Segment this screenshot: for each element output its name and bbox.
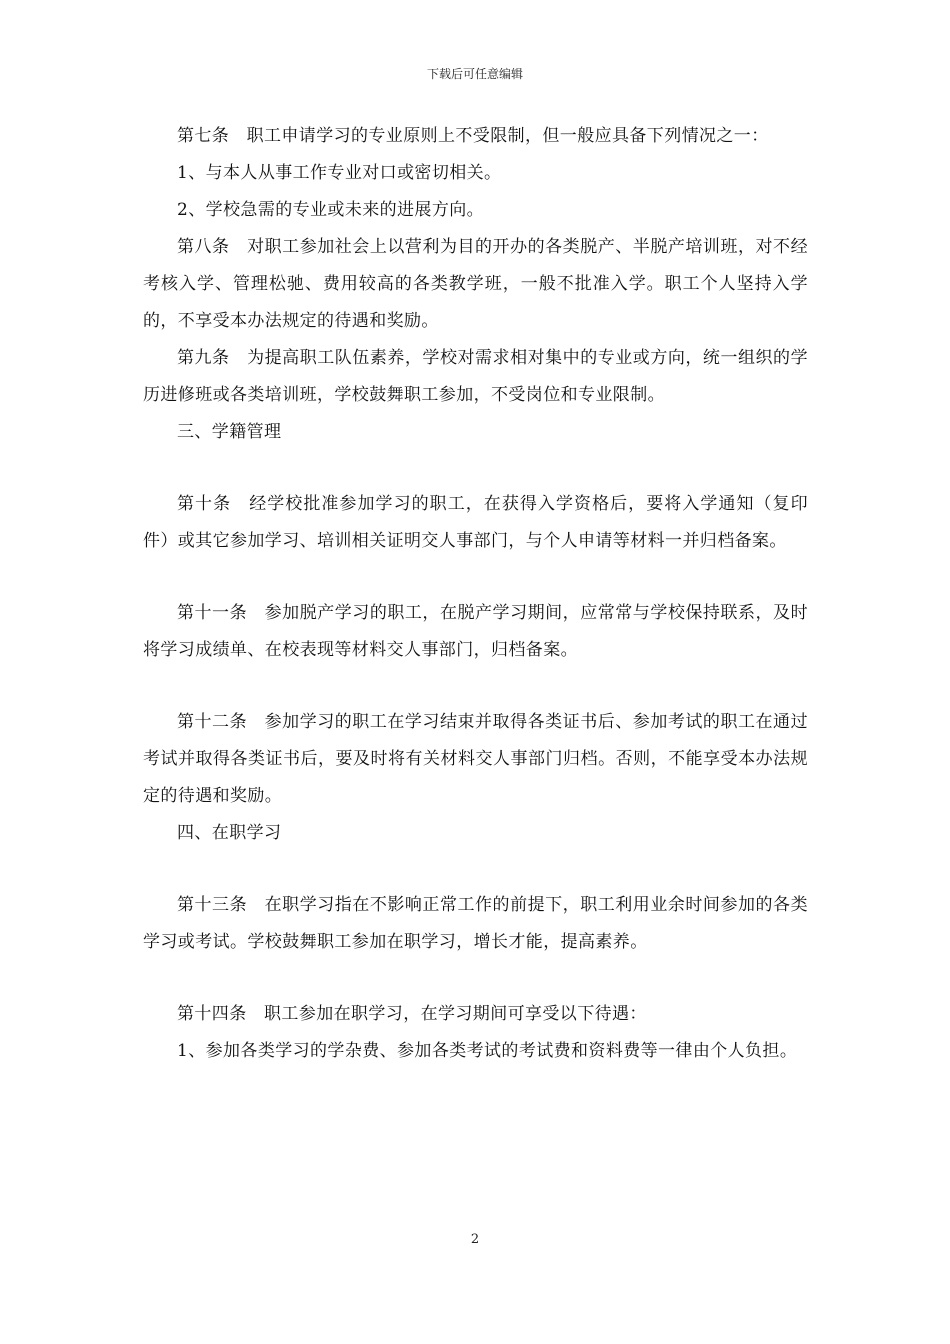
paragraph-gap	[143, 560, 808, 595]
paragraph-gap	[143, 852, 808, 887]
document-body	[143, 118, 808, 1070]
page-header: 下载后可任意编辑	[426, 67, 523, 81]
article-14: 第十四条 职工参加在职学习，在学习期间可享受以下待遇：	[177, 1004, 647, 1024]
article-7: 第七条 职工申请学习的专业原则上不受限制，但一般应具备下列情况之一：	[177, 126, 769, 146]
article-11: 第十一条 参加脱产学习的职工，在脱产学习期间，应常常与学校保持联系，及时将学习成绩单、在校表现等材料交人事部门，归档备案。	[143, 603, 808, 660]
article-7-item-2: 2、学校急需的专业或未来的进展方向。	[177, 200, 485, 220]
page-number: 2	[470, 1232, 480, 1247]
article-13: 第十三条 在职学习指在不影响正常工作的前提下，职工利用业余时间参加的各类学习或考试。学校鼓舞职工参加在职学习，增长才能，提高素养。	[143, 895, 808, 952]
article-8: 第八条 对职工参加社会上以营利为目的开办的各类脱产、半脱产培训班，对不经考核入学、管理松驰、费用较高的各类教学班，一般不批准入学。职工个人坚持入学的，不享受本办法规定的待遇和奖励。	[143, 237, 808, 331]
section-heading-4: 四、在职学习	[177, 823, 282, 843]
paragraph-gap	[143, 451, 808, 486]
paragraph-gap	[143, 669, 808, 704]
article-10: 第十条 经学校批准参加学习的职工，在获得入学资格后，要将入学通知（复印件）或其它参加学习、培训相关证明交人事部门，与个人申请等材料一并归档备案。	[143, 494, 808, 551]
paragraph-gap	[143, 961, 808, 996]
article-7-item-1: 1、与本人从事工作专业对口或密切相关。	[177, 163, 502, 183]
section-heading-3: 三、学籍管理	[177, 422, 282, 442]
article-14-item-1: 1、参加各类学习的学杂费、参加各类考试的考试费和资料费等一律由个人负担。	[177, 1041, 798, 1061]
article-9: 第九条 为提高职工队伍素养，学校对需求相对集中的专业或方向，统一组织的学历进修班或各类培训班，学校鼓舞职工参加，不受岗位和专业限制。	[143, 348, 808, 405]
article-12: 第十二条 参加学习的职工在学习结束并取得各类证书后、参加考试的职工在通过考试并取得各类证书后，要及时将有关材料交人事部门归档。否则，不能享受本办法规定的待遇和奖励。	[143, 712, 808, 806]
